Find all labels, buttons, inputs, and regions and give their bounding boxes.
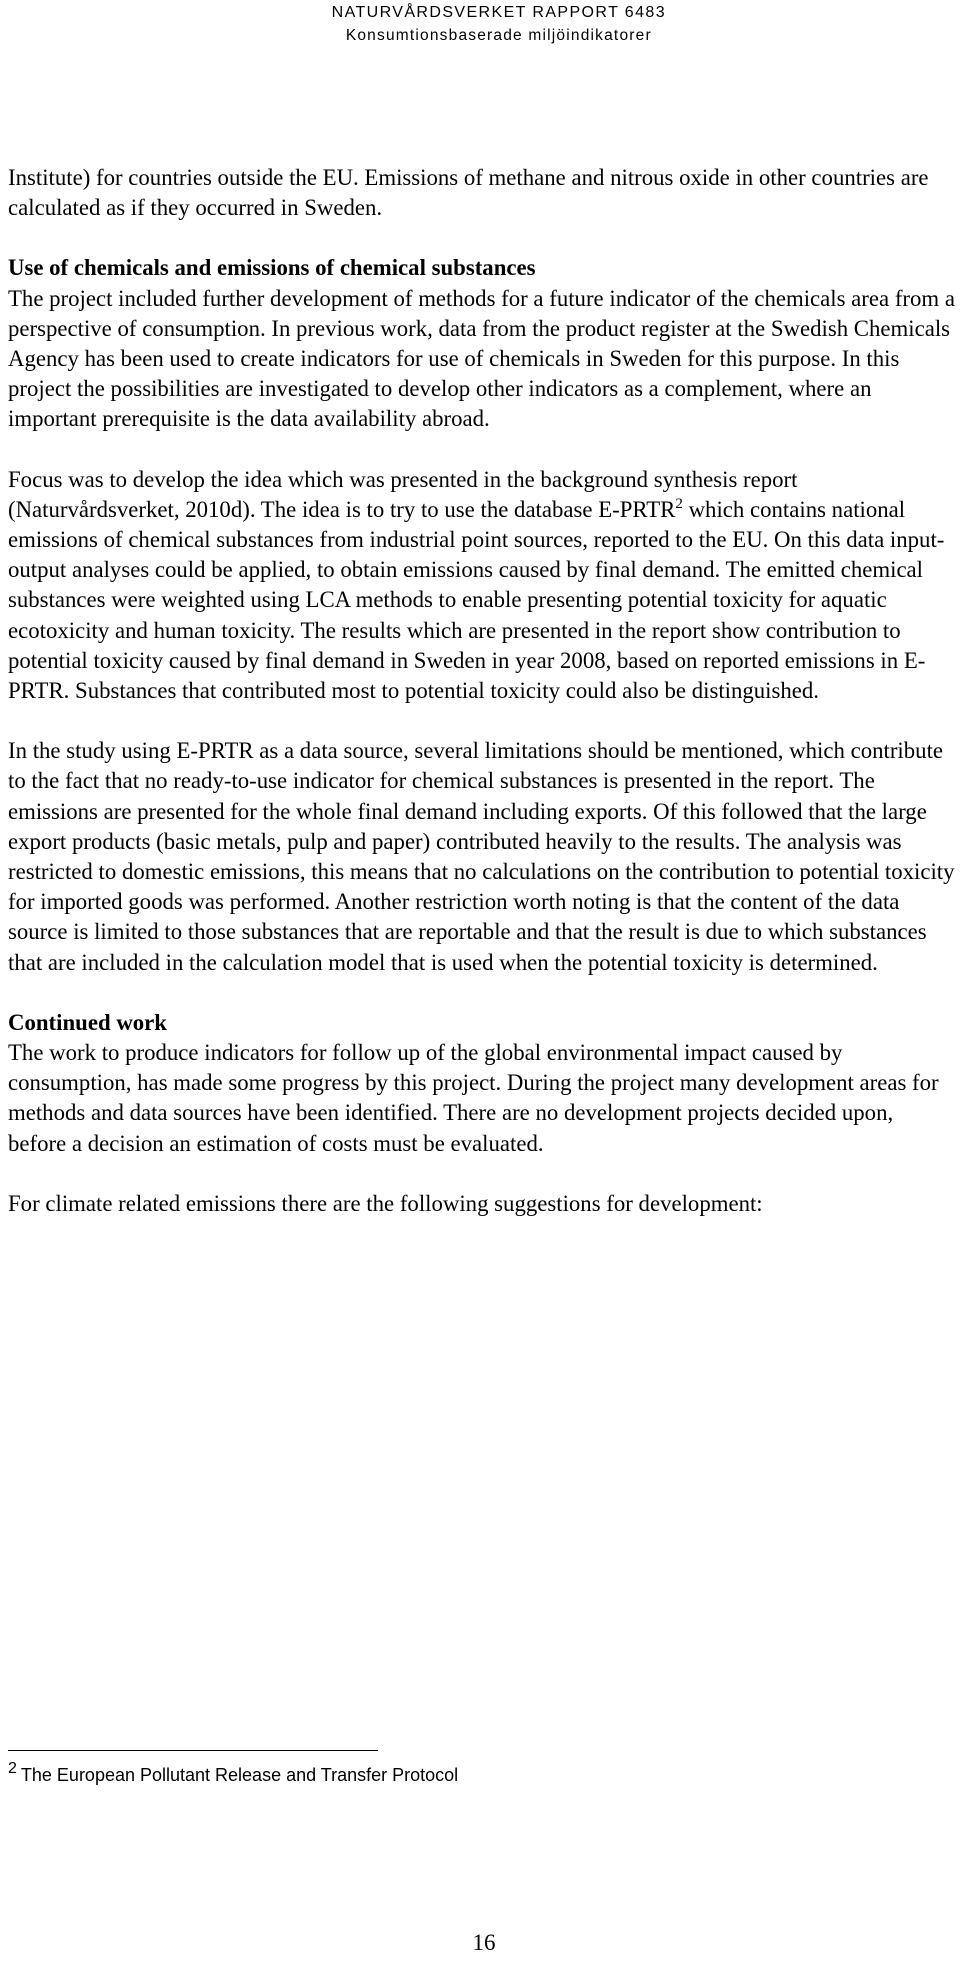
section-heading-chemicals: Use of chemicals and emissions of chemical substances: [8, 255, 536, 281]
running-header: [332, 0, 666, 47]
paragraph-climate-suggestions: For climate related emissions there are the following suggestions for development:: [8, 1190, 763, 1216]
report-subtitle: Konsumtionsbaserade miljöindikatorer: [345, 27, 652, 44]
section-heading-continued-work: Continued work: [8, 1009, 167, 1035]
page-body: [8, 163, 956, 1219]
footnote-number: 2: [8, 1760, 17, 1777]
footnote-text: The European Pollutant Release and Transfer Protocol: [20, 1765, 459, 1785]
paragraph-limitations: In the study using E-PRTR as a data source, several limitations should be mentioned, which contribute to the fact that no ready-to-use indicator for chemical substances is presented in the report. The emissions are presented for the whole final demand including exports. Of this followed that the large export products (basic metals, pulp and paper) contributed heavily to the results. The analysis was restricted to domestic emissions, this means that no calculations on the contribution to potential toxicity for imported goods was performed. Another restriction worth noting is that the content of the data source is limited to those substances that are reportable and that the result is due to which substances that are included in the calculation model that is used when the potential toxicity is determined.: [8, 738, 955, 975]
footnote-reference[interactable]: 2: [675, 495, 683, 512]
footnote-divider: [8, 1750, 378, 1751]
paragraph-eprtr-part2: which contains national emissions of chemical substances from industrial point sources, reported to the EU. On this data input-output analyses could be applied, to obtain emissions caused by final demand. The emitted chemical substances were weighted using LCA methods to enable presenting potential toxicity for aquatic ecotoxicity and human toxicity. The results which are presented in the report show contribution to potential toxicity caused by final demand in Sweden in year 2008, based on reported emissions in E-PRTR. Substances that contributed most to potential toxicity could also be distinguished.: [8, 496, 945, 704]
paragraph-continued: Institute) for countries outside the EU. Emissions of methane and nitrous oxide in other countries are calculated as if they occurred in Sweden.: [8, 165, 929, 221]
report-title: NATURVÅRDSVERKET RAPPORT 6483: [331, 4, 666, 21]
paragraph-chemicals-intro: The project included further development of methods for a future indicator of the chemicals area from a perspective of consumption. In previous work, data from the product register at the Swedish Chemicals Agency has been used to create indicators for use of chemicals in Sweden for this purpose. In this project the possibilities are investigated to develop other indicators as a complement, where an important prerequisite is the data availability abroad.: [8, 285, 955, 432]
paragraph-continued-work: The work to produce indicators for follow up of the global environmental impact caused by consumption, has made some progress by this project. During the project many development areas for methods and data sources have been identified. There are no development projects decided upon, before a decision an estimation of costs must be evaluated.: [8, 1040, 939, 1156]
paragraph-eprtr-focus: [8, 465, 956, 707]
page-number: 16: [472, 1930, 496, 1955]
paragraph-eprtr-part1: Focus was to develop the idea which was presented in the background synthesis report (Naturvårdsverket, 2010d). The idea is to try to use the database E-PRTR: [8, 466, 798, 522]
footnote: [8, 1758, 458, 1786]
